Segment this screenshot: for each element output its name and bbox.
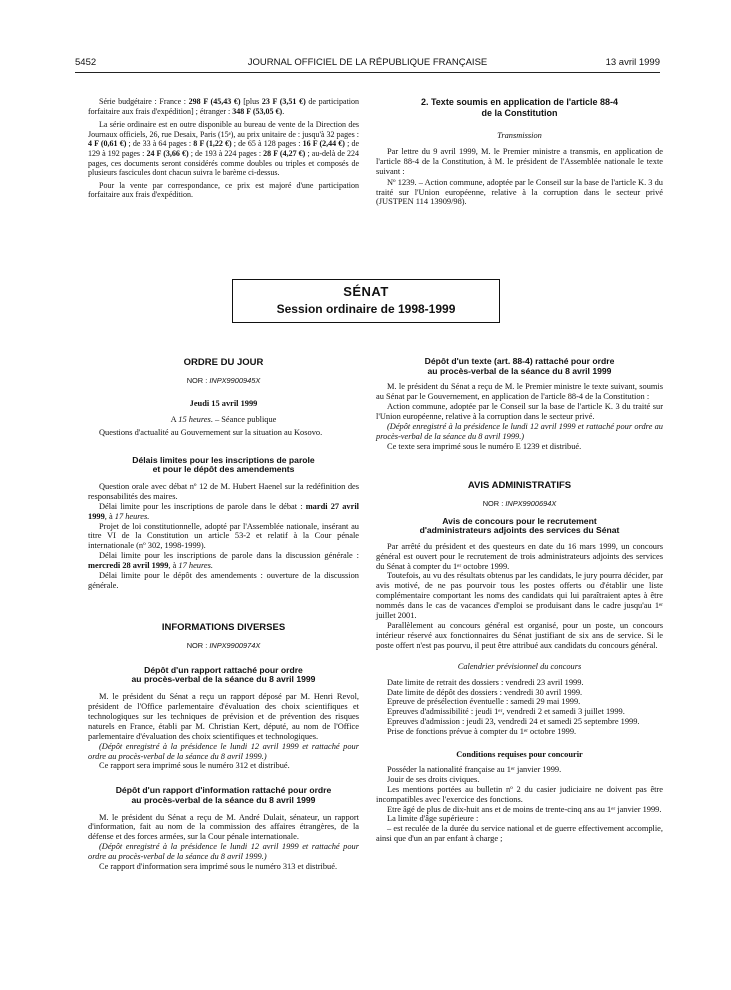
senat-title: SÉNAT <box>343 284 389 299</box>
calendrier-item: Date limite de retrait des dossiers : vendredi 23 avril 1999. <box>387 677 584 687</box>
delais-para-4 <box>88 551 359 571</box>
depot-rapport-info-para-2: (Dépôt enregistré à la présidence le lundi 12 avril 1999 et rattaché pour ordre au procès-verbal de la séance du 8 avril 1999.) <box>88 842 359 862</box>
ordre-du-jour-heading: ORDRE DU JOUR <box>183 357 264 368</box>
avis-para-3: Parallèlement au concours général est organisé, pour un poste, un concours intérieur réservé aux fonctionnaires du Sénat justifiant de six ans de service. Si le poste offert n'est pas pourvu, il peut être attribué aux candidats du concours général. <box>376 620 663 650</box>
heading-line: au procès-verbal de la séance du 8 avril 1999 <box>131 794 316 805</box>
text: A <box>170 414 179 424</box>
calendrier-item: Date limite de dépôt des dossiers : vendredi 30 avril 1999. <box>387 687 583 697</box>
right-column <box>376 357 663 844</box>
subscription-para-1 <box>88 97 359 116</box>
session-date: Jeudi 15 avril 1999 <box>189 399 258 408</box>
price: 4 F (0,61 €) <box>88 139 127 149</box>
depot-rapport-heading <box>88 666 359 685</box>
condition-item: La limite d'âge supérieure : <box>387 814 479 824</box>
text: [plus <box>240 97 262 106</box>
informations-nor <box>88 641 359 651</box>
avis-para-2: Toutefois, au vu des résultats obtenus par les candidats, le jury pourra décider, par avis motivé, de ne pas pourvoir tous les postes offerts ou d'établir une liste complémentaire comportant les noms des candidats qui lui paraîtraient aptes à être nommés dans le cas de vacances d'emploi se produisant dans le cadre jusqu'au 1ᵉʳ juillet 2001. <box>376 571 663 621</box>
heading-line: Avis de concours pour le recrutement <box>442 515 597 526</box>
calendrier-item: Epreuves d'admission : jeudi 23, vendredi 24 et samedi 25 septembre 1999. <box>387 717 640 727</box>
avis-nor <box>376 499 663 509</box>
price: 28 F (4,27 €) <box>263 148 306 158</box>
text: de participation forfaitaire aux frais d'expédition] ; étranger : <box>88 97 360 116</box>
heading-line: Dépôt d'un rapport d'information rattaché pour ordre <box>115 785 332 796</box>
delais-para-1: Question orale avec débat nº 12 de M. Hubert Haenel sur la redéfinition des responsabilités des maires. <box>88 481 359 501</box>
condition-item: – est reculée de la durée du service national et de guerre effectivement accomplie, ainsi que d'un an par enfant à charge ; <box>376 824 663 844</box>
condition-item: Etre âgé de plus de dix-huit ans et de moins de trente-cinq ans au 1ᵉʳ janvier 1999. <box>387 804 662 814</box>
text: , à <box>104 511 115 521</box>
issue-date: 13 avril 1999 <box>605 57 660 68</box>
calendrier-item: Prise de fonctions prévue à compter du 1ᵉʳ octobre 1999. <box>387 727 577 737</box>
price: 24 F (3,66 €) <box>146 148 189 158</box>
depot-texte-para-2: Action commune, adoptée par le Conseil sur la base de l'article K. 3 du traité sur l'Union européenne, relative à la corruption dans le secteur privé. <box>376 402 663 421</box>
text: Délai limite pour les inscriptions de parole dans le débat : <box>99 501 306 511</box>
depot-texte-para-4: Ce texte sera imprimé sous le numéro E 1239 et distribué. <box>387 441 582 451</box>
calendrier-item: Epreuves d'admissibilité : jeudi 1ᵉʳ, vendredi 2 et samedi 3 juillet 1999. <box>387 707 625 717</box>
text: ; de 33 à 64 pages : <box>126 139 194 149</box>
avis-para-1: Par arrêté du président et des questeurs en date du 16 mars 1999, un concours général est ouvert pour le recrutement de trois administrateurs adjoints des services du Sénat à compter du 1ᵉʳ octobre 1999. <box>376 541 663 571</box>
texte-88-4-para-1: Par lettre du 9 avril 1999, M. le Premier ministre a transmis, en application de l'article 88-4 de la Constitution, à M. le président de l'Assemblée nationale le texte suivant : <box>376 146 663 176</box>
page-number: 5452 <box>75 57 97 68</box>
delais-para-2 <box>88 502 359 522</box>
page-header <box>75 57 660 71</box>
calendrier-item: Epreuve de présélection éventuelle : samedi 29 mai 1999. <box>387 697 581 707</box>
texte-88-4-heading <box>376 97 663 119</box>
nor-code: INPX9900974X <box>209 640 261 650</box>
texte-88-4-para-2: Nº 1239. – Action commune, adoptée par le Conseil sur la base de l'article K. 3 du traité sur l'Union européenne, relative à la corruption dans le secteur privé (JUSTPEN 114 13909/98). <box>376 177 663 207</box>
text: , à <box>168 561 179 571</box>
seance-line <box>88 415 359 425</box>
depot-rapport-para-3: Ce rapport sera imprimé sous le numéro 312 et distribué. <box>99 761 290 771</box>
heading-line: au procès-verbal de la séance du 8 avril 1999 <box>427 365 612 376</box>
price: 16 F (2,44 €) <box>302 139 345 149</box>
nor-label: NOR : <box>186 640 210 650</box>
text: ; de 65 à 128 pages : <box>231 139 303 149</box>
deadline-time: 17 heures. <box>178 561 213 571</box>
heading-line: de la Constitution <box>481 108 558 118</box>
text: La série ordinaire est en outre disponible au bureau de vente de la Direction des Journaux officiels, 26, rue Desaix, Paris (15ᵉ), au prix unitaire de : jusqu'à 32 pages : <box>88 120 359 139</box>
conditions-heading: Conditions requises pour concourir <box>456 750 583 760</box>
heading-line: Dépôt d'un texte (art. 88-4) rattaché pour ordre <box>424 356 615 366</box>
ordre-du-jour-nor <box>88 376 359 386</box>
session-title: Session ordinaire de 1998-1999 <box>276 302 456 316</box>
depot-rapport-para-2: (Dépôt enregistré à la présidence le lundi 12 avril 1999 et rattaché pour ordre au procès-verbal de la séance du 8 avril 1999.) <box>88 741 359 761</box>
condition-item: Jouir de ses droits civiques. <box>387 774 480 784</box>
ordre-du-jour-para: Questions d'actualité au Gouvernement sur la situation au Kosovo. <box>99 427 323 437</box>
nor-label: NOR : <box>186 376 210 385</box>
calendrier-heading: Calendrier prévisionnel du concours <box>457 661 582 671</box>
subscription-info <box>88 97 359 200</box>
text: . <box>282 106 285 116</box>
deadline-time: 17 heures. <box>114 511 150 521</box>
depot-texte-para-3: (Dépôt enregistré à la présidence le lundi 12 avril 1999 et rattaché pour ordre au procès-verbal de la séance du 8 avril 1999.) <box>376 421 663 441</box>
price: 348 F (53,05 €) <box>232 106 283 116</box>
texte-88-4-section <box>376 97 663 207</box>
text: ; au-delà de 224 pages, ces documents seront considérés comme doubles ou triples et composés de plusieurs fascicules dont chacun suivra le barème ci-dessus. <box>88 148 360 178</box>
heading-line: d'administrateurs adjoints des services du Sénat <box>419 525 620 536</box>
avis-heading: AVIS ADMINISTRATIFS <box>467 479 572 491</box>
heading-line: et pour le dépôt des amendements <box>152 464 295 475</box>
text: ; de 129 à 192 pages : <box>88 139 360 158</box>
heading-line: Dépôt d'un rapport rattaché pour ordre <box>144 664 303 675</box>
senat-title-box <box>232 279 500 323</box>
depot-texte-heading <box>376 357 663 376</box>
condition-item: Posséder la nationalité française au 1ᵉʳ janvier 1999. <box>387 764 562 774</box>
text: ; de 193 à 224 pages : <box>188 148 264 158</box>
heading-line: 2. Texte soumis en application de l'article 88-4 <box>420 97 619 107</box>
left-column <box>88 357 359 872</box>
subscription-para-3: Pour la vente par correspondance, ce prix est majoré d'une participation forfaitaire aux frais d'expédition. <box>88 180 359 200</box>
delais-heading <box>88 456 359 475</box>
price: 298 F (45,43 €) <box>188 97 241 106</box>
deadline: mercredi 28 avril 1999 <box>88 561 169 571</box>
delais-para-3: Projet de loi constitutionnelle, adopté par l'Assemblée nationale, insérant au titre VI de la Constitution un article 53-2 et relatif à la Cour pénale internationale (nº 302, 1998-1999). <box>88 521 359 551</box>
text: Série budgétaire : France : <box>99 97 189 106</box>
price: 8 F (1,22 €) <box>193 139 232 149</box>
seance-time: 15 heures <box>178 414 211 424</box>
heading-line: Délais limites pour les inscriptions de parole <box>132 454 315 465</box>
condition-item: Les mentions portées au bulletin nº 2 du casier judiciaire ne doivent pas être incompatibles avec l'exercice des fonctions. <box>376 784 663 804</box>
delais-para-5: Délai limite pour le dépôt des amendements : ouverture de la discussion générale. <box>88 571 359 590</box>
journal-title: JOURNAL OFFICIEL DE LA RÉPUBLIQUE FRANÇAISE <box>247 57 488 68</box>
nor-code: INPX9900945X <box>209 376 261 385</box>
text: Délai limite pour les inscriptions de parole dans la discussion générale : <box>99 551 359 561</box>
depot-rapport-info-heading <box>88 786 359 805</box>
nor-code: INPX9900694X <box>505 498 557 508</box>
heading-line: au procès-verbal de la séance du 8 avril 1999 <box>131 674 316 685</box>
concours-heading <box>376 517 663 536</box>
deadline: mardi 27 avril 1999 <box>88 501 359 521</box>
price: 23 F (3,51 €) <box>261 97 306 106</box>
text: . – Séance publique <box>210 414 277 424</box>
header-rule <box>75 72 660 73</box>
depot-rapport-para-1: M. le président du Sénat a reçu un rapport déposé par M. Henri Revol, président de l'Office parlementaire d'évaluation des choix scientifiques et technologiques sur les techniques de prévision et de prévention des risques naturels en France, établi par M. Christian Kert, député, au nom de l'Office parlementaire d'évaluation des choix scientifiques et technologiques. <box>88 692 359 741</box>
depot-texte-para-1: M. le président du Sénat a reçu de M. le Premier ministre le texte suivant, soumis au Sénat par le Gouvernement, en application de l'article 88-4 de la Constitution : <box>376 382 663 402</box>
transmission-subheading: Transmission <box>497 131 542 140</box>
subscription-para-2 <box>88 120 359 178</box>
depot-rapport-info-para-1: M. le président du Sénat a reçu de M. André Dulait, sénateur, un rapport d'information, fait au nom de la commission des affaires étrangères, de la défense et des forces armées, sur la Cour pénale internationale. <box>88 812 359 842</box>
nor-label: NOR : <box>482 498 506 508</box>
depot-rapport-info-para-3: Ce rapport d'information sera imprimé sous le numéro 313 et distribué. <box>99 862 338 872</box>
informations-heading: INFORMATIONS DIVERSES <box>161 621 286 633</box>
